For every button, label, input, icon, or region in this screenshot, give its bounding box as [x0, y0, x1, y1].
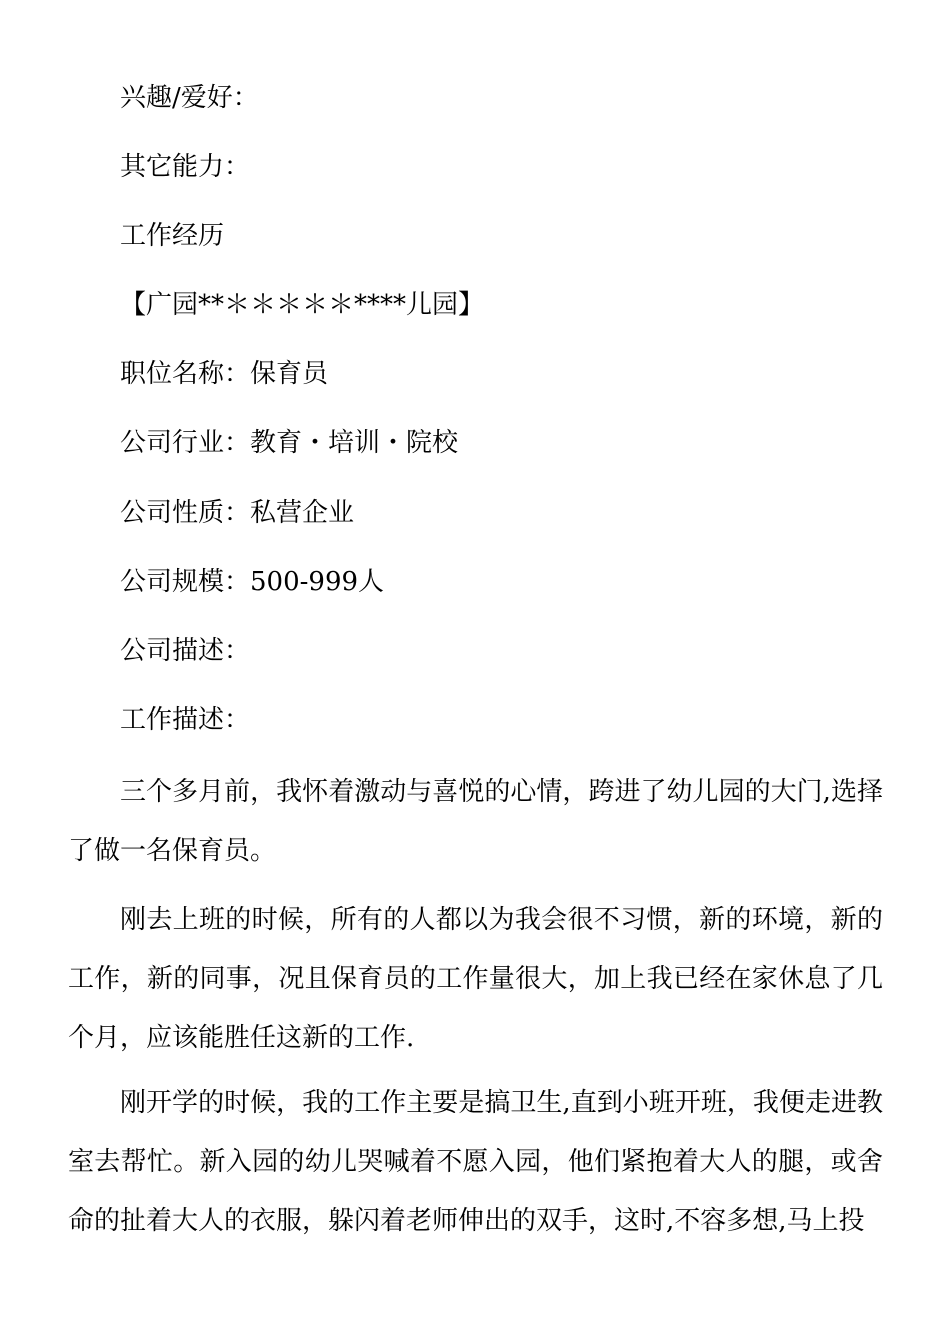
hobbies-label: 兴趣/爱好：	[120, 83, 259, 113]
company-description-label: 公司描述：	[120, 636, 251, 666]
work-history-heading: 工作经历	[120, 221, 225, 251]
other-skills-label: 其它能力：	[120, 152, 251, 182]
company-type-field: 公司性质：私营企业	[120, 498, 355, 528]
paragraph-3: 刚开学的时候，我的工作主要是搞卫生,直到小班开班，我便走进教室去帮忙。新入园的幼儿哭喊着不愿入园，他们紧抱着大人的腿，或舍命的扯着大人的衣服，躲闪着老师伸出的双手，这时,不容多想,马上投	[68, 1088, 883, 1236]
company-size-field: 公司规模：500-999人	[120, 567, 385, 597]
company-name: 【广园**＊＊＊＊＊****儿园】	[120, 290, 485, 320]
paragraph-2: 刚去上班的时候，所有的人都以为我会很不习惯，新的环境，新的工作，新的同事，况且保育员的工作量很大，加上我已经在家休息了几个月，应该能胜任这新的工作.	[68, 905, 883, 1053]
job-description-label: 工作描述：	[120, 705, 251, 735]
industry-field: 公司行业：教育・培训・院校	[120, 428, 459, 458]
paragraph-1: 三个多月前，我怀着激动与喜悦的心情，跨进了幼儿园的大门,选择了做一名保育员。	[68, 777, 883, 866]
position-field: 职位名称：保育员	[120, 359, 329, 389]
